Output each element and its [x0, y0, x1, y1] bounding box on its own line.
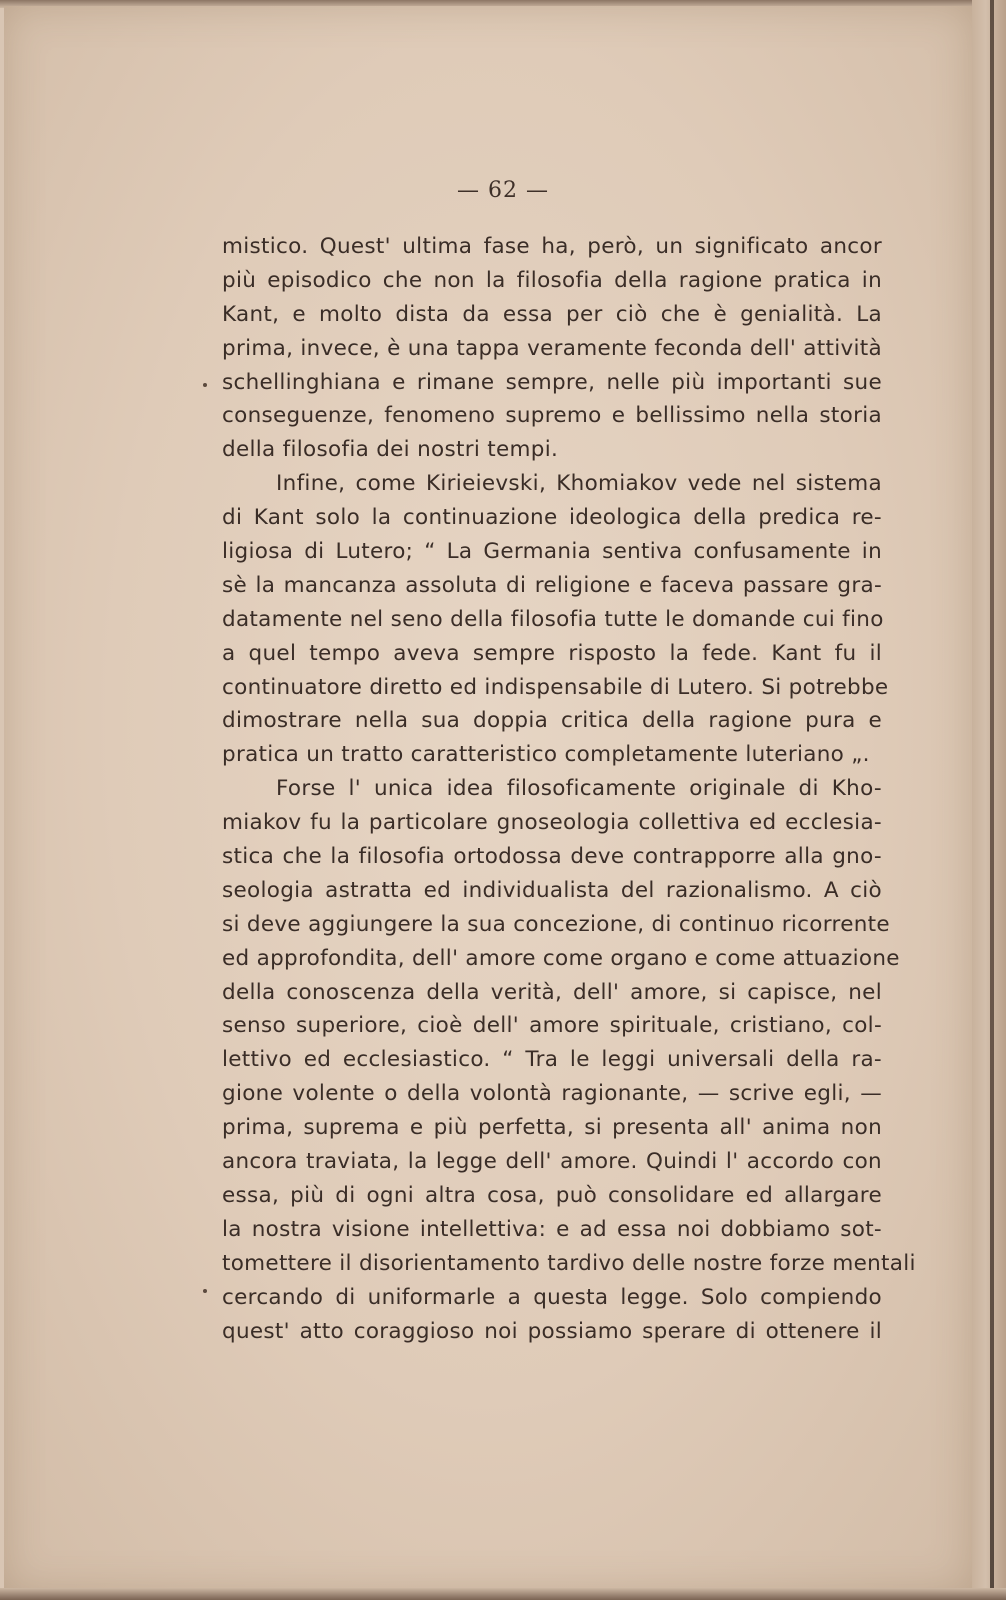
text-line: Kant, e molto dista da essa per ciò che è genialità. La — [222, 301, 882, 327]
text-line: della conoscenza della verità, dell' amore, si capisce, nel — [222, 979, 882, 1005]
text-line: ancora traviata, la legge dell' amore. Quindi l' accordo con — [222, 1149, 882, 1175]
text-line: quest' atto coraggioso noi possiamo sperare di ottenere il — [222, 1318, 882, 1344]
text-line: stica che la filosofia ortodossa deve contrapporre alla gno- — [222, 844, 882, 870]
margin-mark — [203, 383, 207, 387]
text-line: seologia astratta ed individualista del razionalismo. A ciò — [222, 877, 882, 903]
text-line: miakov fu la particolare gnoseologia collettiva ed ecclesia- — [222, 810, 882, 836]
text-line: essa, più di ogni altra cosa, può consolidare ed allargare — [222, 1182, 882, 1208]
text-line: continuatore diretto ed indispensabile di Lutero. Si potrebbe — [222, 674, 889, 700]
text-line: conseguenze, fenomeno supremo e bellissimo nella storia — [222, 403, 882, 429]
text-line: la nostra visione intellettiva: e ad essa noi dobbiamo sot- — [222, 1216, 882, 1242]
text-line: Forse l' unica idea filosoficamente originale di Kho- — [276, 776, 882, 802]
text-line: senso superiore, cioè dell' amore spirituale, cristiano, col- — [222, 1013, 882, 1039]
text-line: della filosofia dei nostri tempi. — [222, 437, 559, 463]
text-line: si deve aggiungere la sua concezione, di continuo ricorrente — [222, 911, 890, 937]
text-line: tomettere il disorientamento tardivo delle nostre forze mentali — [222, 1250, 916, 1276]
page-bottom-edge — [0, 1588, 1006, 1600]
text-line: gione volente o della volontà ragionante, — scrive egli, — — [222, 1081, 882, 1107]
text-line: ed approfondita, dell' amore come organo e come attuazione — [222, 945, 900, 971]
page-right-edge — [972, 0, 1006, 1600]
text-line: lettivo ed ecclesiastico. “ Tra le leggi universali della ra- — [222, 1047, 882, 1073]
text-line: di Kant solo la continuazione ideologica della predica re- — [222, 505, 882, 531]
text-line: ligiosa di Lutero; “ La Germania sentiva confusamente in — [222, 539, 882, 565]
margin-mark — [203, 1289, 207, 1293]
text-line: prima, invece, è una tappa veramente feconda dell' attività — [222, 335, 882, 361]
text-line: pratica un tratto caratteristico completamente luteriano „. — [222, 742, 870, 768]
text-line: Infine, come Kirieievski, Khomiakov vede nel sistema — [276, 471, 882, 497]
text-line: sè la mancanza assoluta di religione e faceva passare gra- — [222, 572, 882, 598]
text-line: più episodico che non la filosofia della ragione pratica in — [222, 267, 882, 293]
text-line: a quel tempo aveva sempre risposto la fede. Kant fu il — [222, 640, 882, 666]
body-text — [222, 230, 916, 1348]
text-line: prima, suprema e più perfetta, si presenta all' anima non — [222, 1115, 882, 1141]
text-line: cercando di uniformarle a questa legge. Solo compiendo — [222, 1284, 882, 1310]
text-line: datamente nel seno della filosofia tutte le domande cui fino — [222, 606, 884, 632]
page-number: — 62 — — [457, 178, 549, 203]
text-line: mistico. Quest' ultima fase ha, però, un significato ancor — [222, 234, 882, 259]
text-line: dimostrare nella sua doppia critica della ragione pura e — [222, 708, 882, 734]
text-line: schellinghiana e rimane sempre, nelle più importanti sue — [222, 369, 882, 395]
binding-shadow-line — [990, 0, 994, 1600]
